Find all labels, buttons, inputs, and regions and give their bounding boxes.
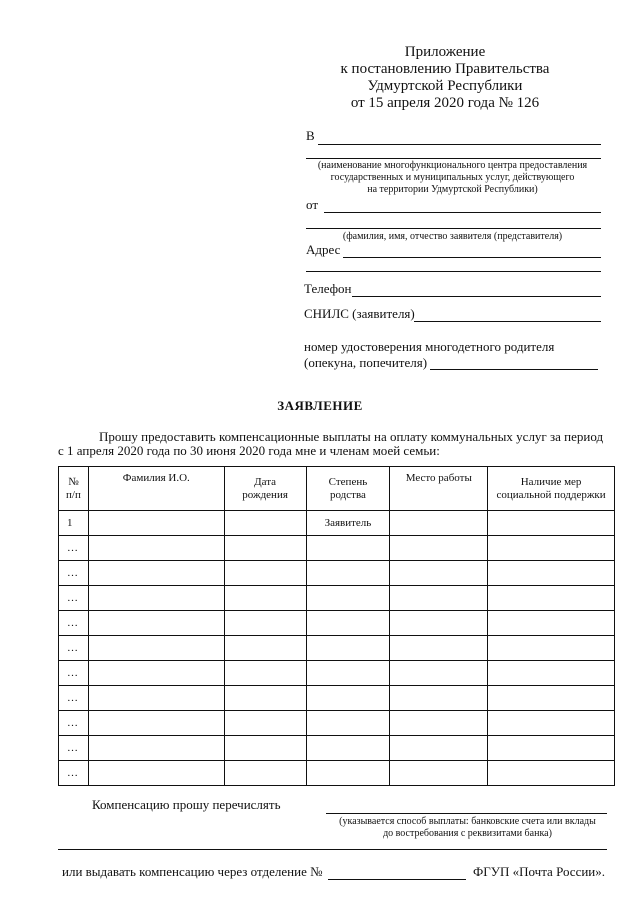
workplace-cell[interactable]: [390, 661, 488, 686]
table-row: [59, 511, 615, 536]
transfer-label: Компенсацию прошу перечислять: [92, 797, 281, 812]
workplace-cell[interactable]: [390, 511, 488, 536]
recipient-field[interactable]: [318, 144, 601, 145]
statement-title: ЗАЯВЛЕНИЕ: [277, 398, 363, 413]
from-label: от: [306, 197, 319, 212]
applicant-field[interactable]: [324, 212, 601, 213]
relation-cell[interactable]: [306, 736, 390, 761]
table-row: [59, 536, 615, 561]
row-number-cell: …: [59, 636, 89, 661]
table-header-row: [59, 467, 615, 511]
workplace-cell[interactable]: [390, 611, 488, 636]
phone-field[interactable]: [352, 296, 601, 297]
table-row: [59, 561, 615, 586]
address-field[interactable]: [343, 257, 601, 258]
appendix-header: [320, 44, 570, 112]
workplace-cell[interactable]: [390, 686, 488, 711]
name-cell[interactable]: [88, 611, 224, 636]
support-cell[interactable]: [488, 736, 615, 761]
col-support-header: Наличие мер социальной поддержки: [488, 467, 615, 511]
name-cell[interactable]: [88, 586, 224, 611]
relation-cell[interactable]: Заявитель: [306, 511, 390, 536]
workplace-cell[interactable]: [390, 586, 488, 611]
certificate-label-1: номер удостоверения многодетного родителя: [304, 339, 555, 354]
phone-label: Телефон: [304, 281, 352, 296]
workplace-cell[interactable]: [390, 636, 488, 661]
table-row: [59, 761, 615, 786]
transfer-details-field[interactable]: [58, 849, 607, 850]
birthdate-cell[interactable]: [224, 636, 306, 661]
table-row: [59, 611, 615, 636]
relation-cell[interactable]: [306, 661, 390, 686]
applicant-caption: (фамилия, имя, отчество заявителя (представителя): [342, 231, 563, 242]
name-cell[interactable]: [88, 761, 224, 786]
workplace-cell[interactable]: [390, 761, 488, 786]
name-cell[interactable]: [88, 736, 224, 761]
table-row: [59, 586, 615, 611]
relation-cell[interactable]: [306, 611, 390, 636]
post-office-number-field[interactable]: [328, 879, 466, 880]
appendix-line-2: к постановлению Правительства: [340, 61, 550, 77]
certificate-field[interactable]: [430, 369, 598, 370]
birthdate-cell[interactable]: [224, 536, 306, 561]
snils-label: СНИЛС (заявителя): [304, 306, 415, 321]
row-number-cell: 1: [59, 511, 89, 536]
support-cell[interactable]: [488, 536, 615, 561]
relation-cell[interactable]: [306, 586, 390, 611]
relation-cell[interactable]: [306, 761, 390, 786]
name-cell[interactable]: [88, 561, 224, 586]
col-number-header: № п/п: [59, 467, 89, 511]
support-cell[interactable]: [488, 611, 615, 636]
birthdate-cell[interactable]: [224, 686, 306, 711]
workplace-cell[interactable]: [390, 711, 488, 736]
workplace-cell[interactable]: [390, 561, 488, 586]
statement-text-line-1: Прошу предоставить компенсационные выплаты на оплату коммунальных услуг за период: [99, 429, 604, 444]
support-cell[interactable]: [488, 636, 615, 661]
relation-cell[interactable]: [306, 636, 390, 661]
table-row: [59, 636, 615, 661]
support-cell[interactable]: [488, 511, 615, 536]
transfer-caption-line-2: до востребования с реквизитами банка): [383, 828, 552, 839]
transfer-method-field[interactable]: [326, 813, 607, 814]
birthdate-cell[interactable]: [224, 611, 306, 636]
row-number-cell: …: [59, 611, 89, 636]
row-number-cell: …: [59, 586, 89, 611]
row-number-cell: …: [59, 736, 89, 761]
row-number-cell: …: [59, 711, 89, 736]
mfc-caption-line-3: на территории Удмуртской Республики): [367, 184, 538, 195]
family-table: [58, 466, 615, 786]
name-cell[interactable]: [88, 636, 224, 661]
relation-cell[interactable]: [306, 711, 390, 736]
recipient-field-2[interactable]: [306, 158, 601, 159]
birthdate-cell[interactable]: [224, 711, 306, 736]
mfc-caption-line-2: государственных и муниципальных услуг, действующего: [330, 172, 575, 183]
table-row: [59, 661, 615, 686]
table-row: [59, 736, 615, 761]
col-birthdate-header: Дата рождения: [224, 467, 306, 511]
support-cell[interactable]: [488, 561, 615, 586]
support-cell[interactable]: [488, 711, 615, 736]
birthdate-cell[interactable]: [224, 511, 306, 536]
name-cell[interactable]: [88, 511, 224, 536]
workplace-cell[interactable]: [390, 736, 488, 761]
support-cell[interactable]: [488, 661, 615, 686]
to-label: В: [306, 128, 315, 143]
support-cell[interactable]: [488, 761, 615, 786]
snils-field[interactable]: [414, 321, 601, 322]
certificate-label-2: (опекуна, попечителя): [304, 355, 428, 370]
applicant-field-2[interactable]: [306, 228, 601, 229]
appendix-line-1: Приложение: [404, 44, 486, 60]
birthdate-cell[interactable]: [224, 561, 306, 586]
post-prefix-label: или выдавать компенсацию через отделение №: [62, 864, 323, 879]
col-name-header: Фамилия И.О.: [88, 467, 224, 511]
row-number-cell: …: [59, 561, 89, 586]
birthdate-cell[interactable]: [224, 661, 306, 686]
support-cell[interactable]: [488, 686, 615, 711]
transfer-caption-line-1: (указывается способ выплаты: банковские счета или вклады: [339, 816, 596, 827]
mfc-caption-line-1: (наименование многофункционального центра предоставления: [317, 160, 588, 171]
relation-cell[interactable]: [306, 561, 390, 586]
birthdate-cell[interactable]: [224, 736, 306, 761]
address-field-2[interactable]: [306, 271, 601, 272]
row-number-cell: …: [59, 661, 89, 686]
statement-text-line-2: с 1 апреля 2020 года по 30 июня 2020 года мне и членам моей семьи:: [58, 443, 440, 458]
relation-cell[interactable]: [306, 686, 390, 711]
birthdate-cell[interactable]: [224, 761, 306, 786]
transfer-caption: [320, 816, 615, 840]
name-cell[interactable]: [88, 686, 224, 711]
name-cell[interactable]: [88, 711, 224, 736]
support-cell[interactable]: [488, 586, 615, 611]
table-row: [59, 711, 615, 736]
birthdate-cell[interactable]: [224, 586, 306, 611]
name-cell[interactable]: [88, 661, 224, 686]
row-number-cell: …: [59, 761, 89, 786]
col-relation-header: Степень родства: [306, 467, 390, 511]
workplace-cell[interactable]: [390, 536, 488, 561]
appendix-line-4: от 15 апреля 2020 года № 126: [350, 95, 540, 111]
col-workplace-header: Место работы: [390, 467, 488, 511]
row-number-cell: …: [59, 536, 89, 561]
address-label: Адрес: [306, 242, 341, 257]
name-cell[interactable]: [88, 536, 224, 561]
mfc-caption: [300, 160, 605, 196]
relation-cell[interactable]: [306, 536, 390, 561]
post-suffix-label: ФГУП «Почта России».: [473, 864, 606, 879]
table-row: [59, 686, 615, 711]
row-number-cell: …: [59, 686, 89, 711]
appendix-line-3: Удмуртской Республики: [367, 78, 523, 94]
